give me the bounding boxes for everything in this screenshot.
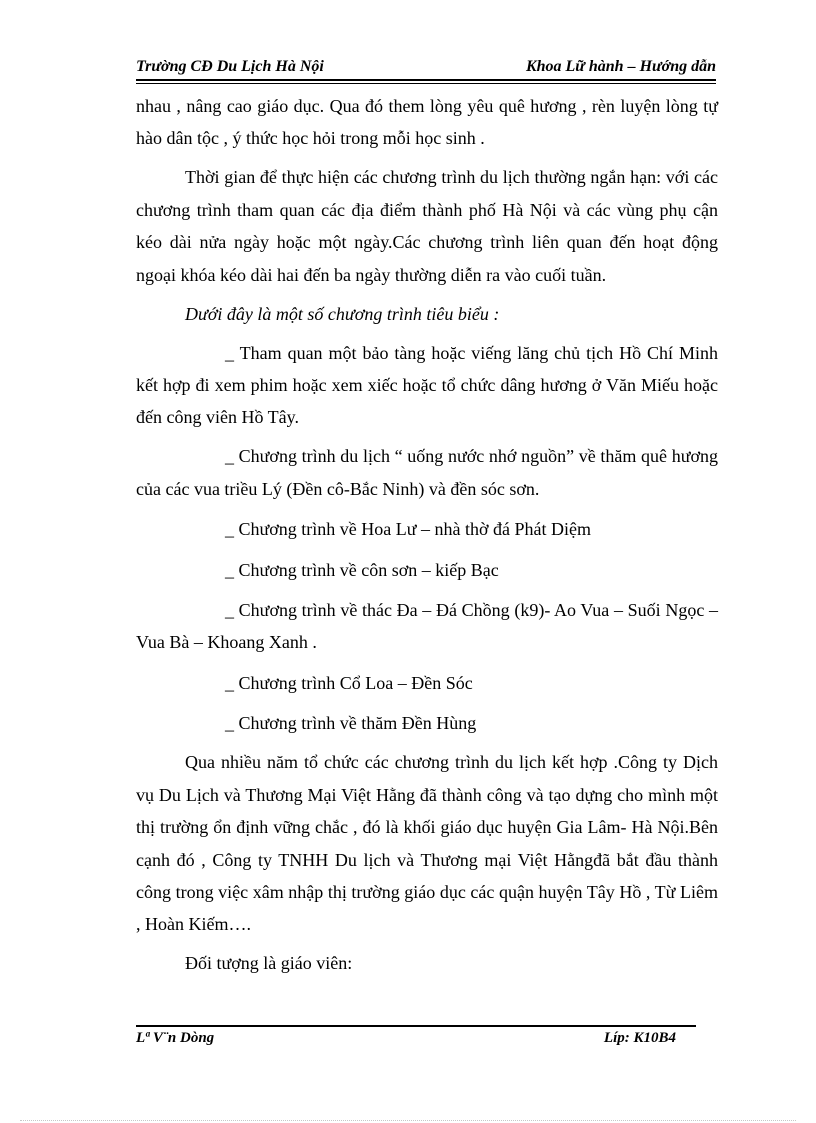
footer-author: Lª V¨n Dòng bbox=[136, 1030, 215, 1046]
header-department: Khoa Lữ hành – Hướng dẫn bbox=[525, 58, 716, 75]
program-item: _ Chương trình du lịch “ uống nước nhớ nguồn” về thăm quê hương của các vua triều Lý (Đền cô-Bắc Ninh) và đền sóc sơn. bbox=[136, 446, 718, 499]
document-body bbox=[136, 90, 718, 980]
page-bottom-border bbox=[20, 1120, 796, 1121]
header-divider bbox=[136, 79, 716, 84]
page-header bbox=[136, 56, 716, 80]
program-item: _ Chương trình về Hoa Lư – nhà thờ đá Phát Diệm bbox=[225, 519, 591, 540]
footer-divider bbox=[136, 1025, 696, 1027]
header-school: Trường CĐ Du Lịch Hà Nội bbox=[136, 58, 324, 75]
program-item: _ Chương trình về thác Đa – Đá Chồng (k9)- Ao Vua – Suối Ngọc – Vua Bà – Khoang Xanh . bbox=[136, 600, 718, 653]
footer-class: Líp: K10B4 bbox=[603, 1030, 676, 1046]
program-item: _ Chương trình Cổ Loa – Đền Sóc bbox=[225, 672, 473, 693]
program-list-intro: Dưới đây là một số chương trình tiêu biểu : bbox=[185, 303, 500, 324]
program-item: _ Chương trình về côn sơn – kiếp Bạc bbox=[225, 559, 499, 580]
program-item: _ Tham quan một bảo tàng hoặc viếng lăng chủ tịch Hồ Chí Minh kết hợp đi xem phim hoặc xem xiếc hoặc tổ chức dâng hương ở Văn Miếu hoặc đến công viên Hồ Tây. bbox=[136, 342, 718, 428]
paragraph-company-success: Qua nhiều năm tổ chức các chương trình du lịch kết hợp .Công ty Dịch vụ Du Lịch và Thương Mại Việt Hằng đã thành công và tạo dựng cho mình một thị trường ổn định vững chắc , đó là khối giáo dục huyện Gia Lâm- Hà Nội.Bên cạnh đó , Công ty TNHH Du lịch và Thương mại Việt Hằngđã bắt đầu thành công trong việc xâm nhập thị trường giáo dục các quận huyện Tây Hồ , Từ Liêm , Hoàn Kiếm…. bbox=[136, 752, 718, 935]
paragraph-duration: Thời gian để thực hiện các chương trình du lịch thường ngắn hạn: với các chương trình tham quan các địa điểm thành phố Hà Nội và các vùng phụ cận kéo dài nửa ngày hoặc một ngày.Các chương trình liên quan đến hoạt động ngoại khóa kéo dài hai đến ba ngày thường diễn ra vào cuối tuần. bbox=[136, 167, 718, 285]
program-item: _ Chương trình về thăm Đền Hùng bbox=[225, 713, 477, 734]
paragraph-teachers: Đối tượng là giáo viên: bbox=[185, 953, 353, 974]
page-footer bbox=[136, 1030, 676, 1052]
paragraph-continuation: nhau , nâng cao giáo dục. Qua đó them lòng yêu quê hương , rèn luyện lòng tự hào dân tộc , ý thức học hỏi trong mỗi học sinh . bbox=[136, 96, 718, 149]
